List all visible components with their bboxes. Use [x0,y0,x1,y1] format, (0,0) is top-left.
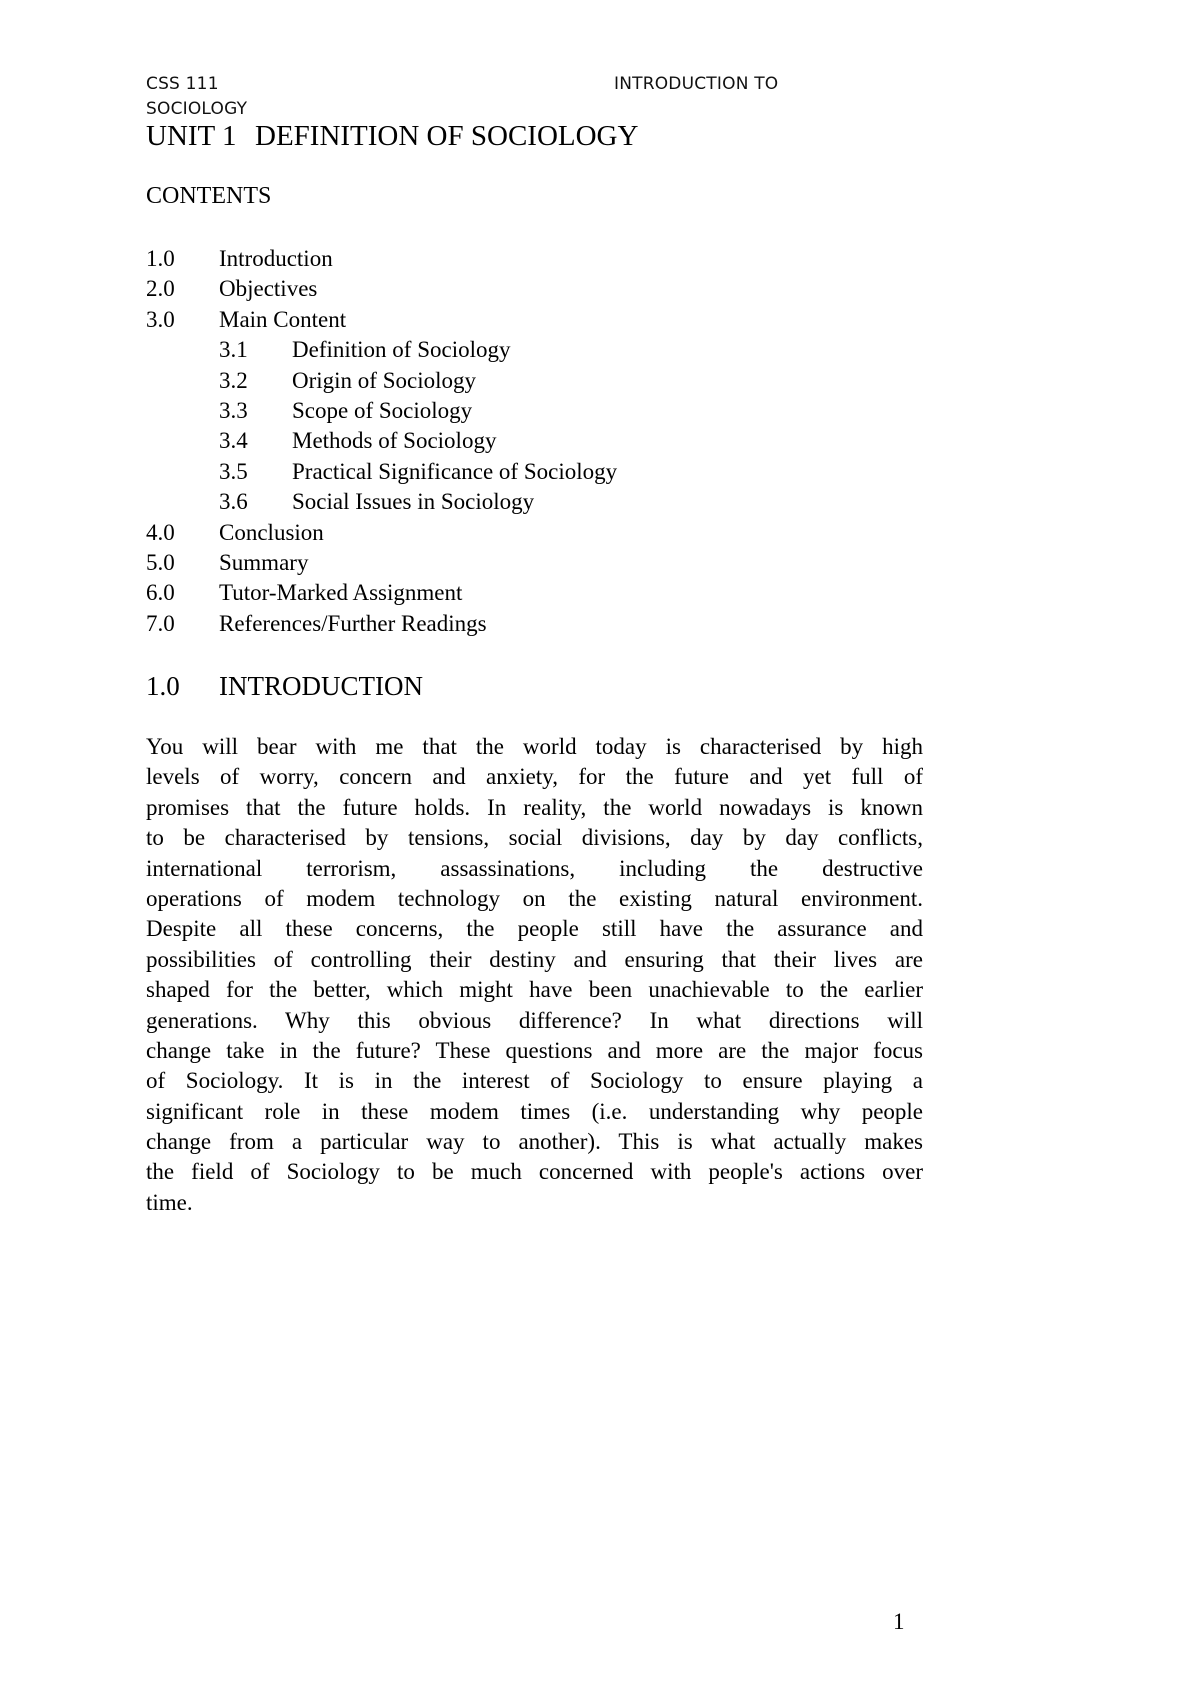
unit-title: DEFINITION OF SOCIOLOGY [255,120,639,152]
paragraph-line: levels of worry, concern and anxiety, for the future and yet full of [146,764,923,790]
paragraph-line: significant role in these modem times (i.e. understanding why people [146,1098,923,1124]
toc-item-label: Scope of Sociology [292,397,473,423]
toc-subitem [146,457,617,487]
toc-item-label: Introduction [219,246,333,271]
contents-heading: CONTENTS [146,183,272,209]
unit-number: UNIT 1 [146,120,237,152]
toc-item-number: 4.0 [146,519,175,545]
toc-item-number: 3.3 [219,397,248,423]
toc-item-number: 3.1 [219,337,248,363]
toc-item-number: 3.4 [219,428,248,454]
header-course-title-continued: SOCIOLOGY [146,99,248,119]
toc-item-label: References/Further Readings [219,610,487,636]
section-heading [146,669,423,703]
toc-item [146,244,617,274]
paragraph-line: You will bear with me that the world today is characterised by high [146,734,923,759]
toc-item [146,578,617,608]
toc-item-number: 2.0 [146,276,175,302]
toc-item-number: 7.0 [146,610,175,636]
paragraph-line: of Sociology. It is in the interest of Sociology to ensure playing a [146,1068,923,1094]
introduction-paragraph [146,732,923,1218]
toc-item-label: Objectives [219,276,318,302]
paragraph-line: operations of modem technology on the existing natural environment. [146,885,923,911]
paragraph-line: to be characterised by tensions, social divisions, day by day conflicts, [146,825,923,851]
toc-item-label: Origin of Sociology [292,367,476,393]
page-number: 1 [893,1609,905,1634]
table-of-contents [146,244,617,639]
toc-item-label: Conclusion [219,519,324,545]
toc-subitem [146,396,617,426]
toc-item-number: 3.6 [219,489,248,515]
paragraph-line: generations. Why this obvious difference? In what directions will [146,1007,923,1033]
toc-subitem [146,366,617,396]
paragraph-line: change from a particular way to another). This is what actually makes [146,1129,923,1155]
paragraph-line: possibilities of controlling their destiny and ensuring that their lives are [146,946,923,972]
toc-item [146,274,617,304]
toc-item [146,518,617,548]
paragraph-line: promises that the future holds. In reality, the world nowadays is known [146,794,923,820]
unit-heading [146,118,638,154]
toc-item-label: Summary [219,549,309,575]
paragraph-line: shaped for the better, which might have been unachievable to the earlier [146,977,923,1003]
section-number: 1.0 [146,671,180,701]
paragraph-line: international terrorism, assassinations, including the destructive [146,855,923,881]
toc-item-number: 3.0 [146,306,175,332]
toc-item-label: Methods of Sociology [292,428,497,454]
toc-item-label: Definition of Sociology [292,337,511,363]
paragraph-line: change take in the future? These questions and more are the major focus [146,1037,923,1063]
toc-subitem [146,487,617,517]
toc-item-label: Social Issues in Sociology [292,489,535,515]
header-course-code: CSS 111 [146,74,219,94]
toc-item-label: Practical Significance of Sociology [292,458,618,484]
toc-item [146,609,617,639]
paragraph-line: Despite all these concerns, the people still have the assurance and [146,916,923,942]
section-title: INTRODUCTION [219,671,423,701]
toc-item [146,305,617,335]
toc-item-number: 6.0 [146,580,175,606]
toc-item-number: 3.2 [219,367,248,393]
toc-item [146,548,617,578]
toc-item-number: 5.0 [146,549,175,575]
paragraph-line: time. [146,1189,193,1215]
toc-item-label: Main Content [219,306,347,332]
toc-subitem [146,335,617,365]
paragraph-line: the field of Sociology to be much concerned with people's actions over [146,1159,923,1185]
toc-subitem [146,426,617,456]
toc-item-number: 1.0 [146,246,175,271]
toc-item-number: 3.5 [219,458,248,484]
header-course-title: INTRODUCTION TO [614,74,779,94]
toc-item-label: Tutor-Marked Assignment [219,580,463,606]
